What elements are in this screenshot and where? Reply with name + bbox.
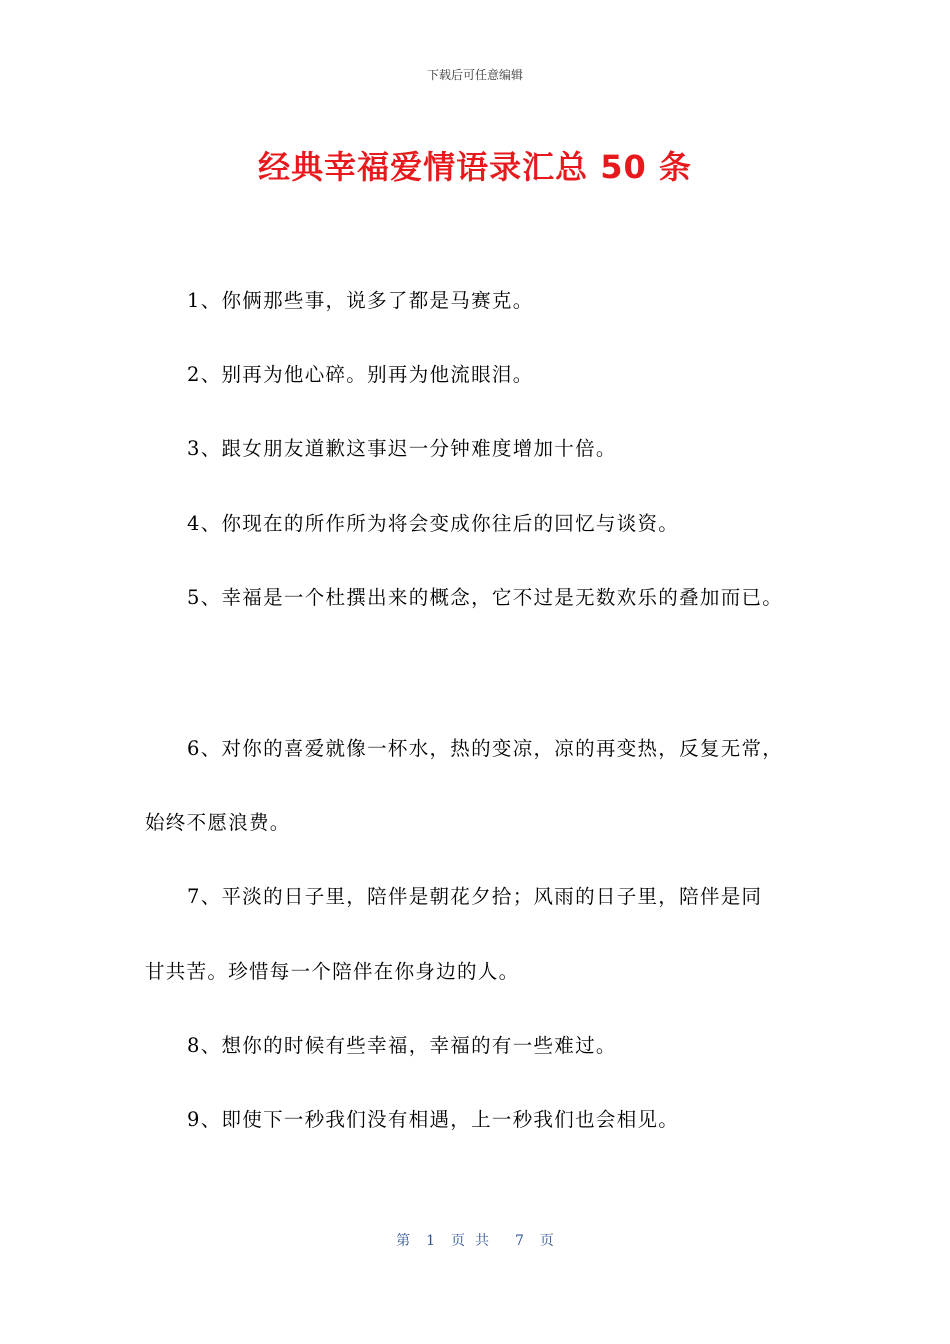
page-footer xyxy=(0,1230,950,1250)
document-title: 经典幸福爱情语录汇总 50 条 xyxy=(258,148,692,186)
quote-line-4: 4、你现在的所作所为将会变成你往后的回忆与谈资。 xyxy=(187,512,680,535)
quote-line-6: 6、对你的喜爱就像一杯水，热的变凉，凉的再变热，反复无常， xyxy=(187,737,784,760)
footer-page-total: 7 xyxy=(515,1233,524,1249)
quote-line-2: 2、别再为他心碎。别再为他流眼泪。 xyxy=(187,363,534,386)
quote-line-1: 1、你俩那些事，说多了都是马赛克。 xyxy=(187,289,534,312)
quote-line-9: 9、即使下一秒我们没有相遇，上一秒我们也会相见。 xyxy=(187,1108,680,1131)
quote-line-7: 7、平淡的日子里，陪伴是朝花夕拾；风雨的日子里，陪伴是同 xyxy=(187,885,763,908)
quote-line-5: 5、幸福是一个杜撰出来的概念，它不过是无数欢乐的叠加而已。 xyxy=(187,586,784,609)
quote-line-7-continued: 甘共苦。珍惜每一个陪伴在你身边的人。 xyxy=(145,960,520,983)
footer-page-prefix: 第 xyxy=(396,1233,411,1249)
footer-page-middle: 页共 xyxy=(451,1233,499,1249)
quote-line-8: 8、想你的时候有些幸福，幸福的有一些难过。 xyxy=(187,1034,617,1057)
footer-page-current: 1 xyxy=(426,1233,435,1249)
header-note: 下载后可任意编辑 xyxy=(426,68,523,82)
footer-page-suffix: 页 xyxy=(539,1233,554,1249)
quote-line-6-continued: 始终不愿浪费。 xyxy=(145,811,291,834)
quote-line-3: 3、跟女朋友道歉这事迟一分钟难度增加十倍。 xyxy=(187,437,617,460)
